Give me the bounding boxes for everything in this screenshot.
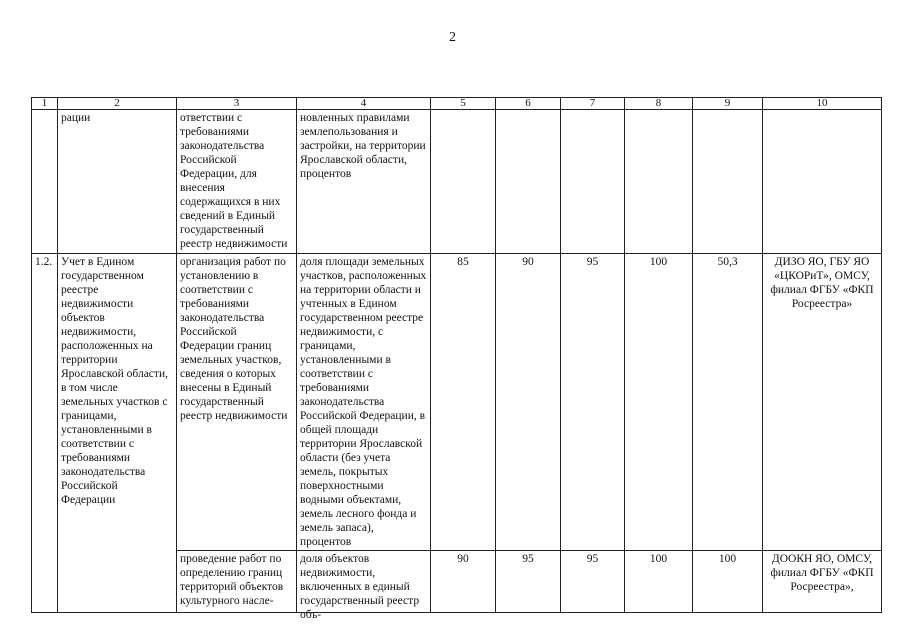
column-header: 2 xyxy=(58,98,177,110)
column-number-row xyxy=(32,98,882,110)
value-cell: 95 xyxy=(496,551,561,613)
activity-cell: проведение работ по определению границ территорий объектов культурного насле- xyxy=(177,551,297,613)
value-cell: 95 xyxy=(561,254,625,551)
table-row xyxy=(32,110,882,254)
value-cell: 90 xyxy=(496,254,561,551)
task-cell: Учет в Едином государственном реестре недвижимости объектов недвижимости, расположенных на территории Ярославской области, в том числе земельных участков с границами, установленными в соответствии с требованиями законодательства Российской Федерации xyxy=(58,254,177,613)
indicators-table xyxy=(31,97,882,621)
responsible-cell xyxy=(763,110,882,254)
value-cell: 90 xyxy=(431,551,496,613)
value-cell: 100 xyxy=(625,254,693,551)
column-header: 9 xyxy=(693,98,763,110)
table-row xyxy=(32,254,882,551)
value-cell xyxy=(496,110,561,254)
value-cell xyxy=(561,110,625,254)
column-header: 3 xyxy=(177,98,297,110)
column-header: 10 xyxy=(763,98,882,110)
indicator-cell: доля площади земельных участков, расположенных на территории области и учтенных в Едином государственном реестре недвижимости, с границами, установленными в соответствии с требованиями законодательства Российской Федерации, в общей площади территории Ярославской области (без учета земель, покрытых поверхностными водными объектами, земель лесного фонда и земель запаса), процентов xyxy=(297,254,431,551)
value-cell: 50,3 xyxy=(693,254,763,551)
row-number-cell xyxy=(32,110,58,254)
value-cell: 95 xyxy=(561,551,625,613)
value-cell: 100 xyxy=(625,551,693,613)
value-cell xyxy=(431,110,496,254)
activity-cell: ответствии с требованиями законодательства Российской Федерации, для внесения содержащихся в них сведений в Единый государственный реестр недвижимости xyxy=(177,110,297,254)
column-header: 1 xyxy=(32,98,58,110)
column-header: 4 xyxy=(297,98,431,110)
page-number: 2 xyxy=(449,30,456,45)
value-cell: 85 xyxy=(431,254,496,551)
value-cell xyxy=(625,110,693,254)
responsible-cell: ДИЗО ЯО, ГБУ ЯО «ЦКОРиТ», ОМСУ, филиал ФГБУ «ФКП Росреестра» xyxy=(763,254,882,551)
column-header: 8 xyxy=(625,98,693,110)
activity-cell: организация работ по установлению в соответствии с требованиями законодательства Российской Федерации границ земельных участков, сведения о которых внесены в Единый государственный реестр недвижимости xyxy=(177,254,297,551)
indicator-cell: новленных правилами землепользования и застройки, на территории Ярославской области, процентов xyxy=(297,110,431,254)
indicator-cell: доля объектов недвижимости, включенных в единый государственный реестр объ- xyxy=(297,551,431,613)
row-number-cell: 1.2. xyxy=(32,254,58,613)
column-header: 6 xyxy=(496,98,561,110)
column-header: 5 xyxy=(431,98,496,110)
column-header: 7 xyxy=(561,98,625,110)
task-cell: рации xyxy=(58,110,177,254)
value-cell: 100 xyxy=(693,551,763,613)
value-cell xyxy=(693,110,763,254)
responsible-cell: ДООКН ЯО, ОМСУ, филиал ФГБУ «ФКП Росреестра», xyxy=(763,551,882,613)
